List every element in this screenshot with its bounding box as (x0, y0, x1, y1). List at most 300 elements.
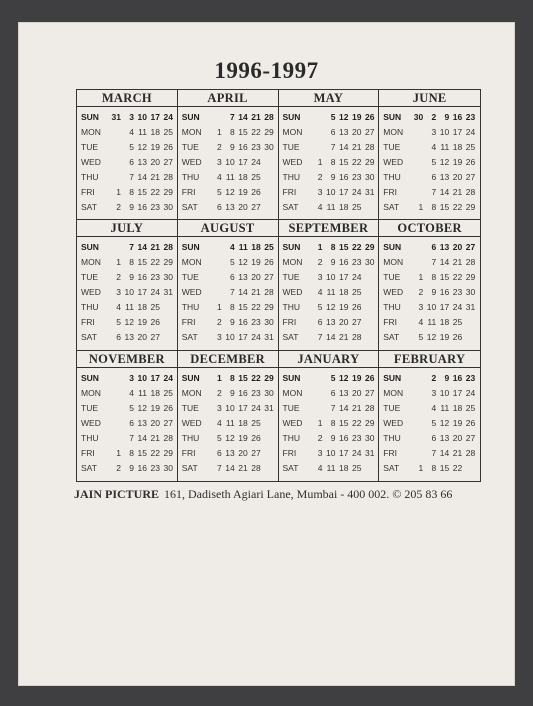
week-day-row (81, 270, 174, 285)
date-cell (108, 125, 121, 140)
date-cell: 2 (418, 287, 424, 298)
month-name: MARCH (77, 90, 177, 107)
date-cell: 13 (439, 172, 450, 182)
week-day-row (283, 170, 376, 185)
date-cell: 15 (137, 257, 147, 268)
date-cell: 10 (326, 272, 336, 283)
date-cell: 15 (439, 272, 450, 283)
day-label: THU (282, 172, 300, 182)
date-cell: 20 (452, 432, 463, 443)
week-day-row (283, 240, 376, 255)
date-cell: 3 (317, 447, 323, 458)
day-label: SUN (81, 242, 99, 253)
date-cell: 25 (251, 172, 261, 182)
date-cell: 14 (238, 287, 248, 298)
date-cell: 21 (352, 402, 362, 413)
day-label: THU (383, 302, 401, 313)
date-cell: 1 (317, 417, 323, 428)
date-cell: 20 (452, 172, 463, 182)
date-cell: 13 (439, 432, 450, 443)
date-cell: 17 (439, 302, 450, 313)
date-cell (410, 185, 423, 200)
day-label: SAT (181, 202, 198, 212)
day-label: SUN (181, 372, 200, 383)
day-label: FRI (181, 317, 196, 328)
week-day-row (182, 285, 275, 300)
day-label: MON (181, 257, 202, 268)
date-cell: 23 (352, 257, 362, 268)
day-label: FRI (81, 317, 95, 328)
date-cell (410, 140, 423, 155)
date-cell (410, 155, 423, 170)
date-cell: 15 (238, 127, 248, 137)
date-cell: 15 (137, 187, 147, 197)
day-label: FRI (181, 447, 196, 458)
date-cell: 3 (418, 302, 424, 313)
week-day-row (283, 155, 376, 170)
date-cell: 23 (251, 317, 261, 328)
week-day-row (182, 461, 275, 476)
date-cell: 5 (129, 142, 134, 152)
date-cell: 7 (217, 462, 222, 473)
day-label: SAT (181, 462, 198, 473)
date-cell: 8 (230, 302, 235, 313)
date-cell: 13 (339, 127, 349, 137)
week-day-row (81, 200, 174, 215)
date-cell: 13 (124, 332, 134, 343)
date-cell: 30 (163, 462, 173, 473)
day-label: SUN (181, 112, 200, 122)
day-label: FRI (282, 317, 297, 328)
date-cell: 3 (431, 387, 437, 398)
date-cell: 23 (150, 202, 160, 212)
date-cell: 19 (352, 112, 362, 122)
date-cell (462, 461, 475, 476)
date-cell: 22 (352, 157, 362, 167)
date-cell: 30 (365, 257, 375, 268)
date-cell: 7 (129, 432, 134, 443)
date-cell: 20 (238, 202, 248, 212)
date-cell: 25 (163, 387, 173, 398)
date-cell: 3 (116, 287, 121, 298)
date-cell: 25 (352, 202, 362, 212)
date-cell: 14 (326, 332, 336, 343)
date-cell: 28 (365, 402, 375, 413)
day-label: MON (81, 127, 101, 137)
week-day-row (81, 140, 174, 155)
date-cell: 20 (150, 157, 160, 167)
date-cell: 12 (238, 257, 248, 268)
week-day-row (182, 431, 275, 446)
date-cell: 4 (129, 387, 134, 398)
date-cell: 9 (330, 432, 336, 443)
week-day-row (182, 110, 275, 125)
date-cell: 5 (330, 372, 336, 383)
day-label: MON (383, 387, 404, 398)
date-cell: 11 (238, 242, 248, 253)
date-cell: 23 (452, 287, 463, 298)
week-day-row (81, 125, 174, 140)
date-cell: 26 (251, 432, 261, 443)
date-cell (410, 446, 423, 461)
week-day-row (383, 125, 477, 140)
day-label: FRI (181, 187, 196, 197)
date-cell: 16 (339, 432, 349, 443)
week-day-row (182, 330, 275, 345)
date-cell: 8 (129, 187, 134, 197)
date-cell: 5 (431, 157, 437, 167)
week-day-row (182, 300, 275, 315)
date-cell: 20 (452, 242, 463, 253)
date-cell: 17 (452, 387, 463, 398)
date-cell: 4 (317, 462, 323, 473)
date-cell: 25 (251, 417, 261, 428)
date-cell: 25 (465, 142, 476, 152)
week-day-row (383, 155, 477, 170)
date-cell: 7 (129, 172, 134, 182)
date-cell (362, 461, 375, 476)
date-cell: 5 (330, 112, 336, 122)
date-cell: 20 (238, 447, 248, 458)
week-day-row (283, 431, 376, 446)
date-cell: 19 (339, 302, 349, 313)
month-name: MAY (279, 90, 379, 107)
date-cell: 1 (116, 447, 121, 458)
date-cell: 13 (225, 447, 235, 458)
date-cell: 13 (339, 387, 349, 398)
day-label: SAT (181, 332, 198, 343)
week-day-row (182, 315, 275, 330)
date-cell: 2 (317, 172, 323, 182)
date-cell (108, 170, 121, 185)
date-cell: 25 (352, 462, 362, 473)
date-cell: 5 (217, 187, 222, 197)
week-day-row (283, 461, 376, 476)
day-label: TUE (181, 272, 199, 283)
date-cell: 28 (264, 287, 274, 298)
date-cell: 18 (238, 417, 248, 428)
month-block (379, 351, 480, 481)
date-cell: 13 (137, 157, 147, 167)
date-cell: 1 (418, 272, 424, 283)
day-label: SUN (181, 242, 200, 253)
date-cell: 16 (439, 287, 450, 298)
date-cell: 7 (230, 287, 235, 298)
date-cell: 18 (339, 202, 349, 212)
date-cell: 19 (452, 157, 463, 167)
date-cell: 18 (251, 242, 261, 253)
date-cell: 8 (431, 202, 437, 212)
week-day-row (81, 315, 174, 330)
date-cell: 11 (225, 417, 235, 428)
date-cell: 17 (238, 332, 248, 343)
week-day-row (383, 170, 477, 185)
date-cell: 2 (431, 372, 437, 383)
date-cell: 6 (230, 272, 235, 283)
date-cell: 8 (330, 242, 336, 253)
date-cell: 23 (465, 372, 476, 383)
date-cell: 14 (439, 257, 450, 268)
date-cell: 19 (150, 402, 160, 413)
date-cell: 9 (444, 372, 450, 383)
date-cell: 6 (116, 332, 121, 343)
date-cell: 27 (163, 157, 173, 167)
date-cell: 12 (326, 302, 336, 313)
month-block (279, 90, 380, 220)
date-cell: 21 (150, 432, 160, 443)
date-cell: 17 (339, 187, 349, 197)
date-cell: 17 (452, 127, 463, 137)
date-cell: 22 (150, 447, 160, 458)
date-cell: 10 (225, 402, 235, 413)
date-cell: 28 (251, 462, 261, 473)
date-cell: 2 (116, 202, 121, 212)
date-cell: 29 (163, 447, 173, 458)
date-cell: 10 (225, 332, 235, 343)
day-label: SUN (383, 112, 402, 122)
date-cell: 16 (238, 142, 248, 152)
date-cell: 2 (217, 142, 222, 152)
date-cell: 11 (326, 287, 336, 298)
date-cell: 16 (238, 317, 248, 328)
day-label: MON (383, 127, 404, 137)
date-cell: 26 (365, 372, 375, 383)
date-cell: 23 (352, 432, 362, 443)
date-cell (160, 330, 173, 345)
date-cell: 8 (129, 447, 134, 458)
week-day-row (383, 285, 477, 300)
day-label: THU (81, 172, 99, 182)
week-day-row (283, 255, 376, 270)
date-cell: 11 (440, 402, 450, 413)
date-cell: 3 (317, 187, 323, 197)
date-cell: 18 (452, 402, 463, 413)
day-label: THU (181, 302, 200, 313)
date-cell: 18 (150, 127, 160, 137)
week-day-row (283, 330, 376, 345)
day-label: WED (282, 417, 303, 428)
date-cell (261, 185, 274, 200)
date-cell: 13 (137, 417, 147, 428)
day-label: SUN (282, 242, 301, 253)
date-cell: 3 (431, 127, 437, 137)
day-label: FRI (383, 317, 397, 328)
date-cell (310, 110, 323, 125)
date-cell: 3 (217, 157, 222, 167)
day-label: MON (383, 257, 404, 268)
date-cell (209, 240, 222, 255)
date-cell (160, 300, 173, 315)
date-cell: 29 (163, 187, 173, 197)
date-cell: 27 (264, 272, 274, 283)
date-cell: 5 (418, 332, 424, 343)
date-cell: 31 (163, 287, 173, 298)
date-cell: 2 (217, 387, 222, 398)
day-label: SAT (81, 332, 97, 343)
day-label: SAT (383, 462, 400, 473)
date-cell: 12 (137, 402, 147, 413)
date-cell: 12 (339, 112, 349, 122)
date-cell: 6 (330, 387, 336, 398)
day-label: TUE (81, 272, 98, 283)
date-cell: 17 (339, 447, 349, 458)
month-block (77, 220, 178, 350)
date-cell (310, 140, 323, 155)
date-cell: 21 (150, 242, 160, 253)
date-cell: 23 (465, 112, 476, 122)
month-block (379, 90, 480, 220)
date-cell: 29 (264, 372, 274, 383)
date-cell: 21 (339, 332, 349, 343)
week-day-row (383, 446, 477, 461)
date-cell: 7 (330, 142, 336, 152)
date-cell: 2 (317, 432, 323, 443)
date-cell (410, 371, 423, 386)
day-label: TUE (383, 272, 401, 283)
date-cell: 25 (465, 402, 476, 413)
week-day-row (383, 315, 477, 330)
date-cell (462, 330, 475, 345)
date-cell: 28 (365, 142, 375, 152)
date-cell: 18 (137, 302, 147, 313)
date-cell: 8 (330, 157, 336, 167)
week-day-row (182, 401, 275, 416)
week-day-row (383, 461, 477, 476)
date-cell: 1 (317, 242, 323, 253)
date-cell: 16 (137, 272, 147, 283)
week-day-row (383, 200, 477, 215)
date-cell: 10 (439, 387, 450, 398)
date-cell: 2 (431, 112, 437, 122)
month-name: OCTOBER (379, 220, 480, 237)
week-day-row (182, 371, 275, 386)
week-day-row (383, 371, 477, 386)
date-cell: 31 (264, 332, 274, 343)
day-label: TUE (383, 142, 401, 152)
day-label: THU (383, 432, 401, 443)
week-day-row (81, 401, 174, 416)
day-label: MON (81, 257, 101, 268)
day-label: MON (181, 127, 202, 137)
week-day-row (383, 255, 477, 270)
date-cell: 15 (339, 157, 349, 167)
date-cell: 12 (426, 332, 437, 343)
day-label: SUN (81, 112, 99, 122)
date-cell: 30 (465, 287, 476, 298)
date-cell: 19 (137, 317, 147, 328)
month-name: JUNE (379, 90, 480, 107)
date-cell: 3 (129, 372, 134, 383)
date-cell (410, 431, 423, 446)
date-cell: 26 (163, 402, 173, 413)
date-cell: 26 (150, 317, 160, 328)
date-cell: 12 (137, 142, 147, 152)
date-cell (108, 371, 121, 386)
date-cell: 9 (129, 462, 134, 473)
day-label: TUE (383, 402, 401, 413)
date-cell (410, 416, 423, 431)
week-day-row (283, 401, 376, 416)
date-cell (261, 416, 274, 431)
week-day-row (182, 140, 275, 155)
date-cell: 27 (150, 332, 160, 343)
date-cell: 14 (137, 172, 147, 182)
week-day-row (182, 446, 275, 461)
date-cell: 13 (439, 242, 450, 253)
day-label: MON (282, 127, 303, 137)
date-cell (362, 270, 375, 285)
date-cell: 2 (116, 272, 121, 283)
date-cell: 12 (124, 317, 134, 328)
date-cell: 12 (225, 432, 235, 443)
date-cell: 13 (225, 202, 235, 212)
week-day-row (182, 270, 275, 285)
date-cell (410, 125, 423, 140)
date-cell: 16 (137, 202, 147, 212)
week-day-row (283, 270, 376, 285)
date-cell: 14 (339, 402, 349, 413)
date-cell: 29 (465, 272, 476, 283)
day-label: WED (282, 157, 303, 167)
week-day-row (283, 125, 376, 140)
week-day-row (283, 371, 376, 386)
date-cell (209, 285, 222, 300)
date-cell: 8 (431, 272, 437, 283)
date-cell: 10 (124, 287, 134, 298)
date-cell: 15 (238, 302, 248, 313)
date-cell: 16 (238, 387, 248, 398)
day-label: FRI (383, 187, 397, 197)
date-cell: 21 (452, 447, 463, 458)
date-cell: 4 (217, 172, 222, 182)
date-cell: 22 (452, 202, 463, 212)
date-cell: 6 (317, 317, 323, 328)
date-cell: 14 (137, 242, 147, 253)
date-cell: 5 (217, 432, 222, 443)
date-cell: 1 (116, 257, 121, 268)
date-cell: 27 (352, 317, 362, 328)
date-cell: 26 (163, 142, 173, 152)
date-cell: 18 (339, 462, 349, 473)
date-cell: 24 (163, 112, 173, 122)
date-cell: 4 (431, 142, 437, 152)
week-day-row (383, 110, 477, 125)
day-label: THU (383, 172, 401, 182)
date-cell: 8 (330, 417, 336, 428)
date-cell: 18 (150, 387, 160, 398)
month-name: DECEMBER (178, 351, 278, 368)
date-cell: 13 (326, 317, 336, 328)
date-cell (362, 285, 375, 300)
week-day-row (283, 185, 376, 200)
date-cell: 24 (251, 157, 261, 167)
date-cell: 19 (452, 417, 463, 428)
date-cell: 19 (439, 332, 450, 343)
week-day-row (81, 155, 174, 170)
date-cell: 29 (264, 302, 274, 313)
date-cell: 16 (452, 372, 463, 383)
date-cell: 26 (352, 302, 362, 313)
date-cell: 25 (352, 287, 362, 298)
date-cell: 16 (339, 257, 349, 268)
date-cell: 14 (339, 142, 349, 152)
date-cell: 27 (251, 202, 261, 212)
week-day-row (81, 300, 174, 315)
date-cell: 12 (439, 157, 450, 167)
date-cell: 24 (251, 402, 261, 413)
month-name: SEPTEMBER (279, 220, 379, 237)
day-label: FRI (282, 447, 297, 458)
